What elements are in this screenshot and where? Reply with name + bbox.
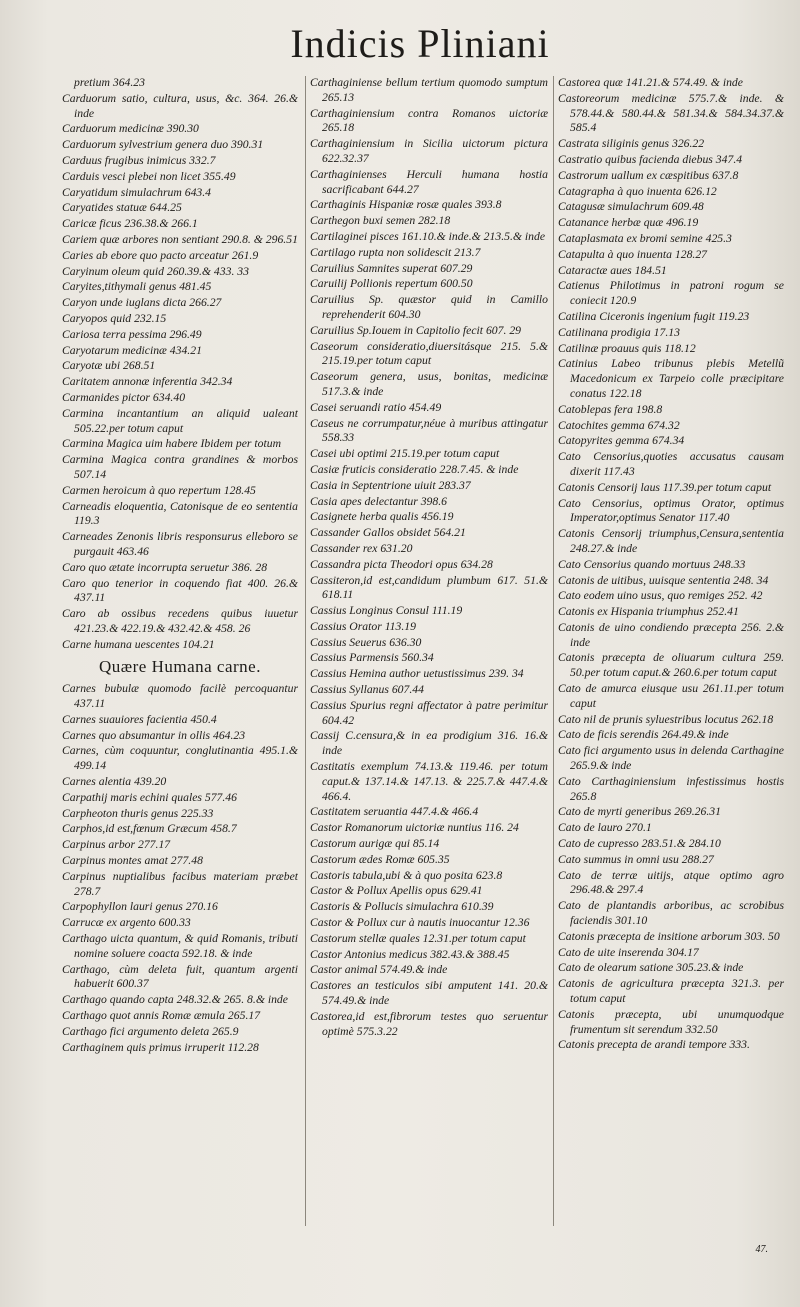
index-entry: Carneadis eloquentia, Catonisque de eo sententia 119.3 [62, 499, 298, 528]
index-entry: Cartilaginei pisces 161.10.& inde.& 213.5.& inde [310, 229, 546, 243]
index-entry: Catoblepas fera 198.8 [558, 402, 663, 416]
index-entry: Caseorum consideratio,diuersitásque 215. 5.& 215.19.per totum caput [310, 339, 548, 368]
index-entry: Caricæ ficus 236.38.& 266.1 [62, 217, 198, 231]
index-entry: Carrucæ ex argento 600.33 [62, 916, 191, 930]
index-entry: Caruilius Sp. quæstor quid in Camillo reprehenderit 604.30 [310, 293, 548, 321]
index-entry: Cato de lauro 270.1 [558, 821, 652, 835]
index-entry: Cato summus in omni usu 288.27 [558, 852, 714, 866]
index-entry: Catienus Philotimus in patroni rogum se coniecit 120.9 [558, 279, 784, 308]
index-entry: Catonis præcepta, ubi unumquodque frumentum sit serendum 332.50 [558, 1007, 784, 1036]
index-entry: Carthaginem quis primus irruperit 112.28 [62, 1040, 259, 1054]
index-entry: Carthaginis Hispaniæ rosæ quales 393.8 [310, 198, 502, 212]
index-entry: Catopyrites gemma 674.34 [558, 434, 685, 448]
index-entry: Catonis Censorij triumphus,Censura,sententia 248.27.& inde [558, 527, 784, 555]
index-entry: Catagrapha à quo inuenta 626.12 [558, 184, 717, 198]
index-entry: Carmen heroicum à quo repertum 128.45 [62, 483, 256, 497]
index-entry: Cariem quæ arbores non sentiant 290.8. & 296.51 [62, 232, 298, 246]
index-entry: Cassius Parmensis 560.34 [310, 651, 434, 665]
index-entry: Castor & Pollux Apellis opus 629.41 [310, 884, 483, 898]
index-entry: Castor Romanorum uictoriæ nuntius 116. 24 [310, 821, 519, 835]
index-entry: Caryites,tithymali genus 481.45 [62, 280, 212, 294]
index-entry: Castor Antonius medicus 382.43.& 388.45 [310, 947, 510, 961]
index-entry: Cato de myrti generibus 269.26.31 [558, 805, 721, 819]
index-entry: Cato fici argumento usus in delenda Carthagine 265.9.& inde [558, 744, 784, 773]
index-entry: Caryatidum simulachrum 643.4 [62, 185, 212, 199]
index-entry: Caryotarum medicinæ 434.21 [62, 343, 202, 357]
index-entry: Carthaginienses Herculi humana hostia sacrificabant 644.27 [310, 167, 548, 196]
index-entry: Cassander rex 631.20 [310, 541, 413, 555]
index-columns [62, 76, 784, 1236]
index-entry: Carduorum sylvestrium genera duo 390.31 [62, 138, 264, 152]
index-entry: Cariosa terra pessima 296.49 [62, 327, 202, 341]
index-entry: Carduorum medicinæ 390.30 [62, 122, 199, 136]
index-entry: Carpathij maris echini quales 577.46 [62, 790, 237, 804]
index-entry: Castorum ædes Romæ 605.35 [310, 852, 450, 866]
index-entry: Castitatem seruantia 447.4.& 466.4 [310, 805, 479, 819]
index-entry: Castoreorum medicinæ 575.7.& inde. & 578.44.& 580.44.& 581.34.& 584.34.37.& 585.4 [558, 91, 784, 135]
index-entry: Caruilius Samnites superat 607.29 [310, 261, 473, 275]
index-entry: Catinius Labeo tribunus plebis Metellũ Macedonicum ex Tarpeio colle præcipitare conatus 122.18 [558, 357, 784, 400]
index-entry: Catilinæ proauus quis 118.12 [558, 341, 696, 355]
index-entry: Caro ab ossibus recedens quibus iuuetur 421.23.& 422.19.& 432.42.& 458. 26 [62, 607, 298, 635]
index-entry: Carmina Magica uim habere Ibidem per totum [62, 437, 282, 451]
section-heading: Quære Humana carne. [99, 657, 261, 677]
index-entry: Casignete herba qualis 456.19 [310, 510, 454, 524]
index-column-1 [62, 76, 298, 1226]
index-entry: Carpheoton thuris genus 225.33 [62, 806, 214, 820]
index-entry: Caro quo tenerior in coquendo fiat 400. 26.& 437.11 [62, 576, 298, 605]
index-entry: Cato de amurca eiusque usu 261.11.per totum caput [558, 682, 784, 710]
index-entry: Caruilius Sp.Iouem in Capitolio fecit 607. 29 [310, 323, 522, 337]
index-entry: Castratio quibus facienda diebus 347.4 [558, 152, 743, 166]
index-entry: Cassius Hemina author uetustissimus 239. 34 [310, 667, 524, 681]
index-entry: Cataractæ aues 184.51 [558, 263, 667, 277]
index-entry: pretium 364.23 [74, 76, 145, 89]
index-entry: Cato eodem uino usus, quo remiges 252. 42 [558, 589, 763, 603]
index-entry: Catonis de uino condiendo præcepta 256. 2.& inde [558, 620, 784, 649]
column-rule [553, 76, 554, 1226]
index-entry: Catilina Ciceronis ingenium fugit 119.23 [558, 309, 750, 323]
index-entry: Cato de plantandis arboribus, ac scrobibus faciendis 301.10 [558, 899, 784, 928]
index-entry: Cataplasmata ex bromi semine 425.3 [558, 231, 732, 245]
index-entry: Cato Censorius, optimus Orator, optimus Imperator,optimus Senator 117.40 [558, 496, 784, 525]
index-entry: Carphos,id est,fœnum Græcum 458.7 [62, 822, 237, 836]
index-entry: Caryon unde iuglans dicta 266.27 [62, 296, 222, 310]
index-entry: Carthegon buxi semen 282.18 [310, 214, 451, 228]
index-entry: Cartilago rupta non solidescit 213.7 [310, 245, 481, 259]
index-entry: Cassius Spurius regni affectator à patre perimitur 604.42 [310, 698, 548, 727]
index-entry: Carduus frugibus inimicus 332.7 [62, 153, 216, 167]
index-entry: Casei seruandi ratio 454.49 [310, 400, 442, 414]
index-entry: Carnes, cùm coquuntur, conglutinantia 495.1.& 499.14 [62, 744, 298, 773]
page-signature: 47. [755, 1244, 768, 1255]
index-entry: Cato Censorius quando mortuus 248.33 [558, 557, 746, 571]
index-entry: Carthaginiensium in Sicilia uictorum pictura 622.32.37 [310, 137, 548, 165]
index-entry: Carmina incantantium an aliquid ualeant 505.22.per totum caput [62, 406, 298, 435]
index-column-2 [310, 76, 548, 1226]
index-entry: Caryopos quid 232.15 [62, 311, 167, 325]
column-rule [305, 76, 306, 1226]
index-entry: Carthago quot annis Romæ æmula 265.17 [62, 1009, 261, 1023]
index-entry: Cato de ficis serendis 264.49.& inde [558, 728, 729, 742]
index-entry: Castorum aurigæ qui 85.14 [310, 837, 440, 851]
index-entry: Cato de terræ uitijs, atque optimo agro 296.48.& 297.4 [558, 868, 784, 897]
index-entry: Carpophyllon lauri genus 270.16 [62, 900, 218, 914]
index-entry: Castrata siliginis genus 326.22 [558, 137, 705, 151]
index-entry: Catonis Censorij laus 117.39.per totum caput [558, 480, 772, 494]
index-entry: Caruilij Pollionis repertum 600.50 [310, 277, 473, 291]
index-entry: Carthago quando capta 248.32.& 265. 8.& inde [62, 993, 288, 1007]
index-entry: Caryinum oleum quid 260.39.& 433. 33 [62, 264, 249, 278]
index-entry: Castitatis exemplum 74.13.& 119.46. per totum caput.& 137.14.& 147.13. & 225.7.& 447.4.& 466.4. [310, 760, 548, 803]
index-entry: Cassius Seuerus 636.30 [310, 635, 422, 649]
index-entry: Catonis precepta de arandi tempore 333. [558, 1038, 750, 1052]
index-entry: Cassius Orator 113.19 [310, 619, 416, 633]
index-entry: Carthaginiense bellum tertium quomodo sumptum 265.13 [310, 76, 548, 104]
index-entry: Cato nil de prunis syluestribus locutus 262.18 [558, 712, 774, 726]
index-entry: Catonis præcepta de oliuarum cultura 259. 50.per totum caput.& 260.6.per totum caput [558, 651, 784, 680]
index-entry: Carneades Zenonis libris responsurus elleboro se purgauit 463.46 [62, 530, 298, 558]
index-column-3 [558, 76, 784, 1226]
index-entry: Castrorum uallum ex cæspitibus 637.8 [558, 168, 739, 182]
index-entry: Catochites gemma 674.32 [558, 418, 680, 432]
index-entry: Carnes quo absumantur in ollis 464.23 [62, 728, 246, 742]
index-entry: Cassius Syllanus 607.44 [310, 683, 424, 697]
index-entry: Carne humana uescentes 104.21 [62, 637, 215, 651]
index-entry: Catanance herbæ quæ 496.19 [558, 216, 699, 230]
index-entry: Carnes bubulæ quomodo facilè percoquantur 437.11 [62, 682, 298, 711]
index-entry: Cato Censorius,quoties accusatus causam dixerit 117.43 [558, 450, 784, 478]
index-entry: Cassij C.censura,& in ea prodigium 316. 16.& inde [310, 729, 548, 758]
index-entry: Castoris tabula,ubi & à quo posita 623.8 [310, 868, 503, 882]
index-entry: Casei ubi optimi 215.19.per totum caput [310, 447, 500, 461]
index-entry: Cato de uite inserenda 304.17 [558, 945, 699, 959]
index-entry: Cassius Longinus Consul 111.19 [310, 604, 463, 618]
index-entry: Caryotæ ubi 268.51 [62, 359, 156, 373]
index-entry: Carthago fici argumento deleta 265.9 [62, 1024, 239, 1038]
index-entry: Catonis præcepta de insitione arborum 303. 50 [558, 929, 780, 943]
index-entry: Cato Carthaginiensium infestissimus hostis 265.8 [558, 774, 784, 803]
index-entry: Casiæ fruticis consideratio 228.7.45. & inde [310, 462, 519, 476]
index-entry: Catagusæ simulachrum 609.48 [558, 200, 704, 214]
index-entry: Casia in Septentrione uiuit 283.37 [310, 478, 471, 492]
index-entry: Carthago uicta quantum, & quid Romanis, tributi nomine soluere coacta 592.18. & inde [62, 932, 298, 960]
index-entry: Carnes suauiores facientia 450.4 [62, 712, 217, 726]
index-entry: Cassander Gallos obsidet 564.21 [310, 526, 466, 540]
index-entry: Carthago, cùm deleta fuit, quantum argenti habuerit 600.37 [62, 962, 298, 991]
index-entry: Caritatem annonæ inferentia 342.34 [62, 375, 233, 389]
index-entry: Cassandra picta Theodori opus 634.28 [310, 557, 493, 571]
index-entry: Cato de olearum satione 305.23.& inde [558, 961, 744, 975]
index-entry: Cato de cupresso 283.51.& 284.10 [558, 837, 721, 851]
index-entry: Carmanides pictor 634.40 [62, 390, 186, 404]
index-entry: Caro quo ætate incorrupta seruetur 386. 28 [62, 560, 268, 574]
index-entry: Casia apes delectantur 398.6 [310, 494, 447, 508]
index-entry: Castores an testiculos sibi amputent 141. 20.& 574.49.& inde [310, 979, 548, 1008]
index-entry: Caries ab ebore quo pacto arceatur 261.9 [62, 248, 259, 262]
index-entry: Caseus ne corrumpatur,néue à muribus attingatur 558.33 [310, 416, 548, 445]
index-entry: Caryatides statuæ 644.25 [62, 201, 182, 215]
index-entry: Caseorum genera, usus, bonitas, medicinæ 517.3.& inde [310, 370, 548, 398]
index-entry: Carduis vesci plebei non licet 355.49 [62, 169, 236, 183]
index-entry: Castorea,id est,fibrorum testes quo seruentur optimè 575.3.22 [310, 1009, 548, 1038]
index-entry: Carpinus montes amat 277.48 [62, 854, 203, 868]
index-entry: Carthaginiensium contra Romanos uictoriæ 265.18 [310, 106, 548, 135]
index-entry: Catonis ex Hispania triumphus 252.41 [558, 605, 739, 619]
index-entry: Carduorum satio, cultura, usus, &c. 364. 26.& inde [62, 91, 298, 120]
index-entry: Cassiteron,id est,candidum plumbum 617. 51.& 618.11 [310, 573, 548, 602]
running-head: Indicis Pliniani [290, 21, 550, 66]
index-entry: Catonis de agricultura præcepta 321.3. per totum caput [558, 977, 784, 1006]
index-entry: Castorea quæ 141.21.& 574.49. & inde [558, 76, 743, 89]
index-entry: Carpinus nuptialibus facibus materiam præbet 278.7 [62, 869, 298, 898]
index-entry: Carpinus arbor 277.17 [62, 838, 171, 852]
index-entry: Catilinana prodigia 17.13 [558, 325, 680, 339]
index-entry: Castoris & Pollucis simulachra 610.39 [310, 900, 494, 914]
index-entry: Castor & Pollux cur à nautis inuocantur 12.36 [310, 916, 530, 930]
index-entry: Catapulta à quo inuenta 128.27 [558, 247, 708, 261]
index-entry: Carmina Magica contra grandines & morbos 507.14 [62, 453, 298, 481]
index-entry: Catonis de uitibus, uuisque sententia 248. 34 [558, 573, 769, 587]
index-entry: Castorum stellæ quales 12.31.per totum caput [310, 931, 526, 945]
index-entry: Castor animal 574.49.& inde [310, 963, 448, 977]
index-entry: Carnes alentia 439.20 [62, 775, 167, 789]
